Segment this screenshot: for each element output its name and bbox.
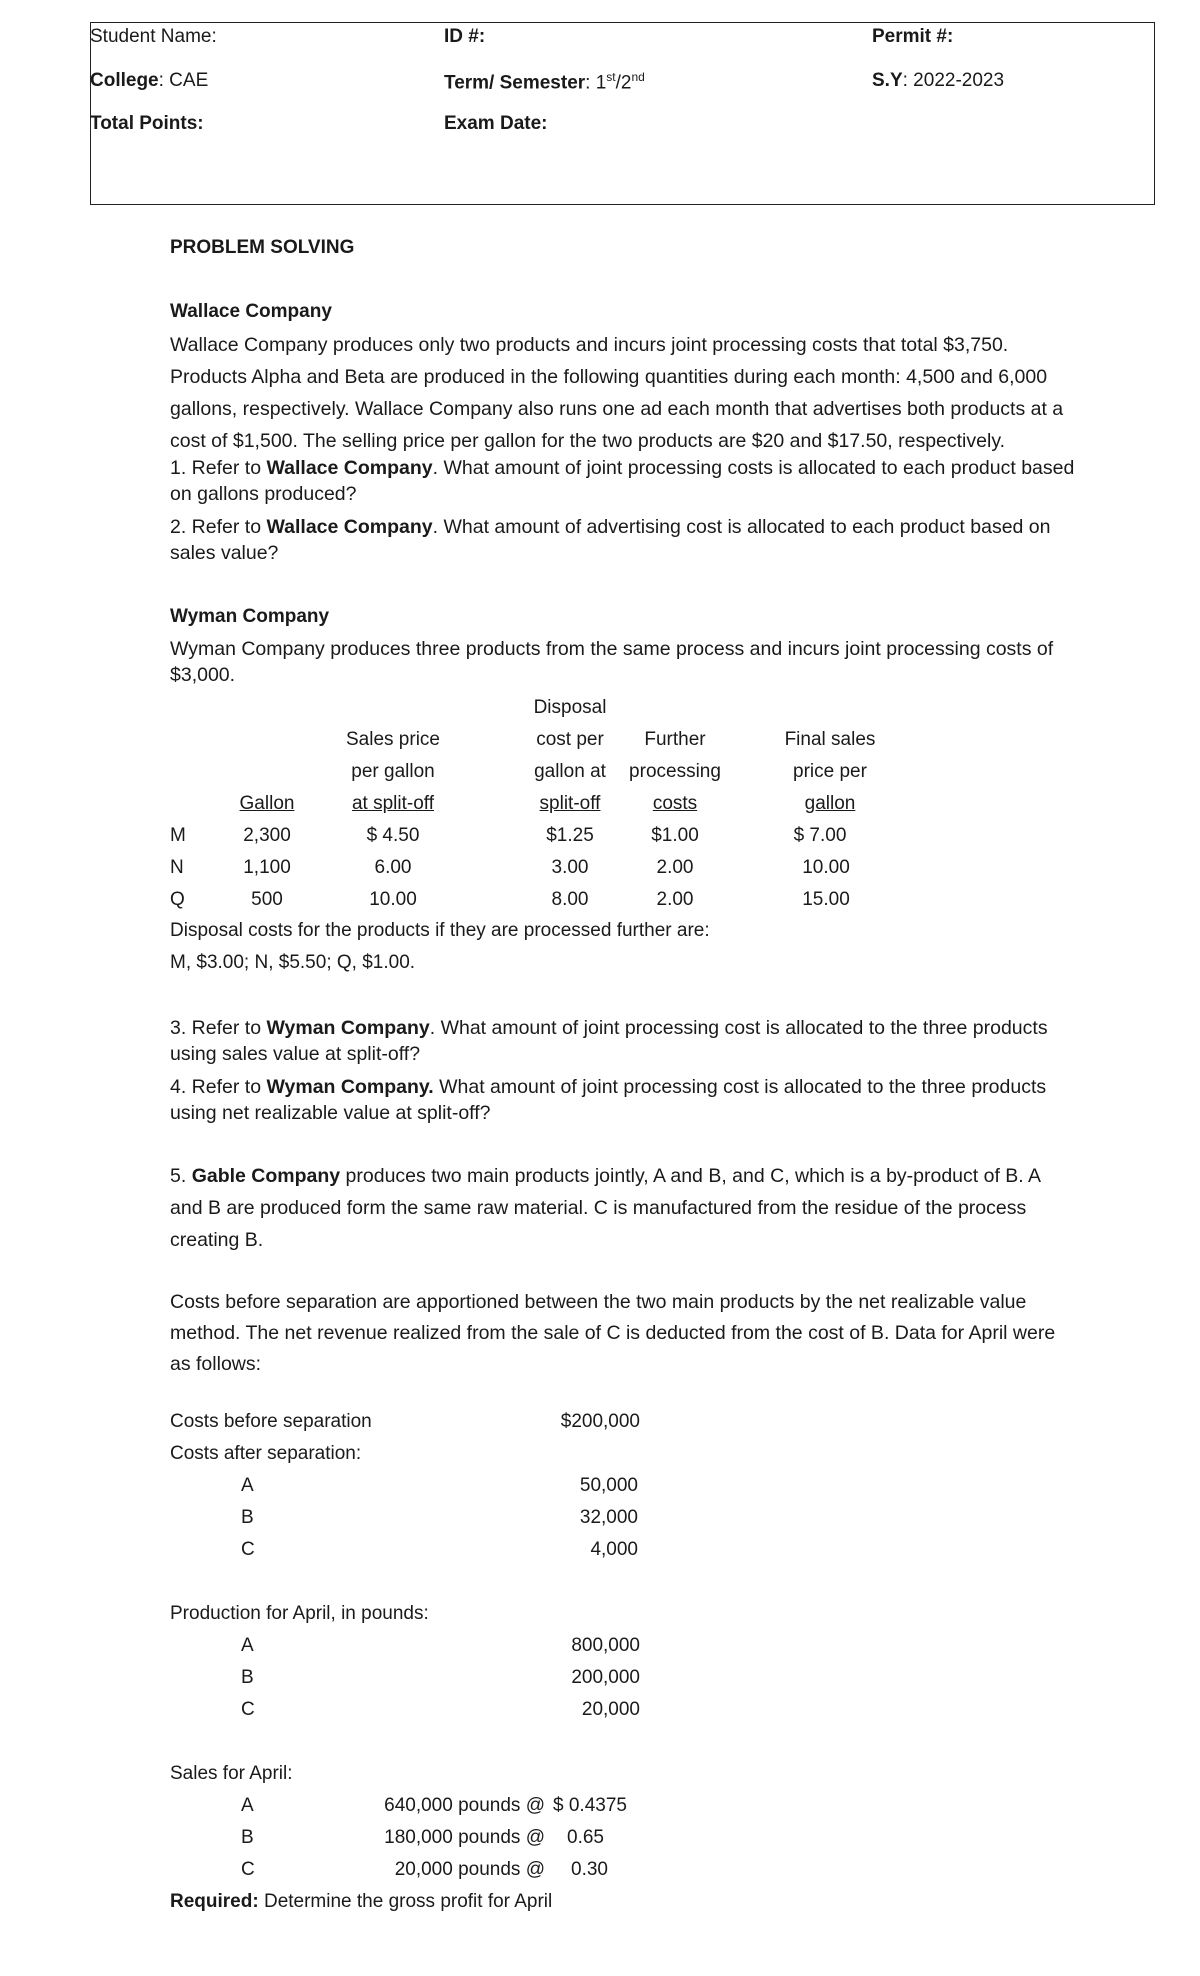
header-disposal-4: split-off	[539, 793, 601, 814]
q2-company: Wallace Company	[266, 516, 433, 538]
sales-product: C	[241, 1859, 255, 1880]
q4-company: Wyman Company.	[266, 1076, 434, 1098]
costs-after-value: 50,000	[579, 1475, 638, 1496]
term-sep: /2	[615, 72, 632, 94]
row-label: N	[170, 857, 184, 878]
header-further-1: Further	[644, 729, 706, 750]
required-text: Determine the gross profit for April	[258, 1891, 553, 1912]
cell-further: 2.00	[656, 889, 694, 910]
cell-final: $ 7.00	[793, 825, 847, 846]
term-label: Term/ Semester	[444, 72, 586, 94]
cell-gallon: 2,300	[243, 825, 291, 846]
cell-sales-price: $ 4.50	[366, 825, 420, 846]
sales-price: 0.65	[567, 1827, 604, 1848]
wallace-intro: Wallace Company produces only two products and incurs joint processing costs that total $3,750. Products Alpha and Beta are produced in the following quantities during each month: 4,500 and 6,000 gallons, respectively. Wallace Company also runs one ad each month that advertises both products at a cost of $1,500. The selling price per gallon for the two products are $20 and $17.50, respectively.	[170, 334, 1064, 452]
header-final-3: gallon	[804, 793, 856, 814]
q2-prefix: 2. Refer to	[170, 516, 267, 538]
exam-header-box	[90, 22, 1155, 205]
required-instruction	[170, 1891, 552, 1914]
wallace-question-2	[170, 514, 1075, 566]
q3-text: . What amount of joint processing cost is allocated to the three products using sales value at split-off?	[170, 1017, 1048, 1065]
cell-disposal: 8.00	[551, 889, 589, 910]
header-disposal-3: gallon at	[534, 761, 606, 782]
costs-after-value: 32,000	[579, 1507, 638, 1528]
costs-after-product: C	[241, 1539, 255, 1560]
q3-company: Wyman Company	[266, 1017, 430, 1039]
required-label: Required:	[170, 1891, 259, 1912]
production-value: 20,000	[581, 1699, 640, 1720]
cell-final: 10.00	[802, 857, 850, 878]
header-further-2: processing	[629, 761, 721, 782]
cell-disposal: 3.00	[551, 857, 589, 878]
term-sup-1: st	[606, 70, 616, 84]
sales-label: Sales for April:	[170, 1763, 293, 1784]
college-label: College	[90, 70, 159, 91]
term-value-1: : 1	[585, 72, 607, 94]
gable-costs-paragraph: Costs before separation are apportioned between the two main products by the net realizable value method. The net revenue realized from the sale of C is deducted from the cost of B. Data for April were as follows:	[170, 1291, 1056, 1375]
row-label: M	[170, 825, 186, 846]
q5-company: Gable Company	[191, 1165, 341, 1187]
wallace-question-1	[170, 455, 1075, 507]
wyman-title: Wyman Company	[170, 606, 330, 627]
header-further-3: costs	[652, 793, 698, 814]
row-label: Q	[170, 889, 185, 910]
exam-date-label: Exam Date:	[444, 113, 548, 134]
q4-prefix: 4. Refer to	[170, 1076, 267, 1098]
production-value: 800,000	[571, 1635, 640, 1656]
production-value: 200,000	[571, 1667, 640, 1688]
sales-quantity: 640,000 pounds @	[384, 1795, 545, 1816]
header-disposal-2: cost per	[536, 729, 604, 750]
problem-solving-title: PROBLEM SOLVING	[170, 237, 355, 258]
cell-further: 2.00	[656, 857, 694, 878]
id-label: ID #:	[444, 26, 486, 47]
costs-after-product: A	[241, 1475, 254, 1496]
sales-product: B	[241, 1827, 254, 1848]
sales-quantity: 20,000 pounds @	[394, 1859, 545, 1880]
total-points-label: Total Points:	[90, 113, 204, 134]
production-product: C	[241, 1699, 255, 1720]
sy-label: S.Y	[872, 70, 903, 91]
header-sales-price-1: Sales price	[346, 729, 440, 750]
cell-disposal: $1.25	[546, 825, 594, 846]
costs-before-value: $200,000	[560, 1411, 640, 1432]
costs-before-label: Costs before separation	[170, 1411, 372, 1432]
costs-after-label: Costs after separation:	[170, 1443, 362, 1464]
sales-quantity: 180,000 pounds @	[384, 1827, 545, 1848]
q1-prefix: 1. Refer to	[170, 457, 267, 479]
college-value: : CAE	[158, 70, 209, 91]
header-gallon: Gallon	[239, 793, 295, 814]
disposal-note-2: M, $3.00; N, $5.50; Q, $1.00.	[170, 952, 416, 973]
sy-field	[872, 70, 1004, 93]
wallace-title: Wallace Company	[170, 301, 332, 322]
header-final-2: price per	[793, 761, 867, 782]
q4-text: What amount of joint processing cost is allocated to the three products using net realizable value at split-off?	[170, 1076, 1047, 1124]
wyman-question-4	[170, 1074, 1075, 1126]
cell-gallon: 1,100	[243, 857, 291, 878]
wyman-intro: Wyman Company produces three products from the same process and incurs joint processing costs of $3,000.	[170, 638, 1054, 686]
term-sup-2: nd	[631, 70, 645, 84]
q5-text: produces two main products jointly, A and B, and C, which is a by-product of B. A and B are produced form the same raw material. C is manufactured from the residue of the process creating B.	[170, 1165, 1040, 1251]
header-final-1: Final sales	[784, 729, 876, 750]
permit-label: Permit #:	[872, 26, 954, 47]
q2-text: . What amount of advertising cost is allocated to each product based on sales value?	[170, 516, 1051, 564]
sales-price: 0.30	[571, 1859, 608, 1880]
sales-price: $ 0.4375	[553, 1795, 627, 1816]
q3-prefix: 3. Refer to	[170, 1017, 267, 1039]
costs-after-product: B	[241, 1507, 254, 1528]
cell-further: $1.00	[651, 825, 699, 846]
college-field	[90, 70, 208, 93]
student-name-label: Student Name:	[90, 26, 217, 47]
q5-prefix: 5.	[170, 1165, 192, 1187]
sy-value: : 2022-2023	[902, 70, 1005, 91]
header-sales-price-2: per gallon	[351, 761, 435, 782]
production-product: A	[241, 1635, 254, 1656]
wyman-question-3	[170, 1015, 1075, 1067]
cell-sales-price: 10.00	[369, 889, 417, 910]
production-label: Production for April, in pounds:	[170, 1603, 429, 1624]
header-disposal-1: Disposal	[533, 697, 607, 718]
q1-text: . What amount of joint processing costs is allocated to each product based on gallons produced?	[170, 457, 1075, 505]
cell-final: 15.00	[802, 889, 850, 910]
gable-question-5	[170, 1160, 1075, 1256]
q1-company: Wallace Company	[266, 457, 433, 479]
header-sales-price-3: at split-off	[351, 793, 435, 814]
production-product: B	[241, 1667, 254, 1688]
disposal-note-1: Disposal costs for the products if they are processed further are:	[170, 920, 710, 941]
term-field	[444, 70, 645, 95]
costs-after-value: 4,000	[590, 1539, 638, 1560]
sales-product: A	[241, 1795, 254, 1816]
cell-sales-price: 6.00	[374, 857, 412, 878]
cell-gallon: 500	[251, 889, 283, 910]
